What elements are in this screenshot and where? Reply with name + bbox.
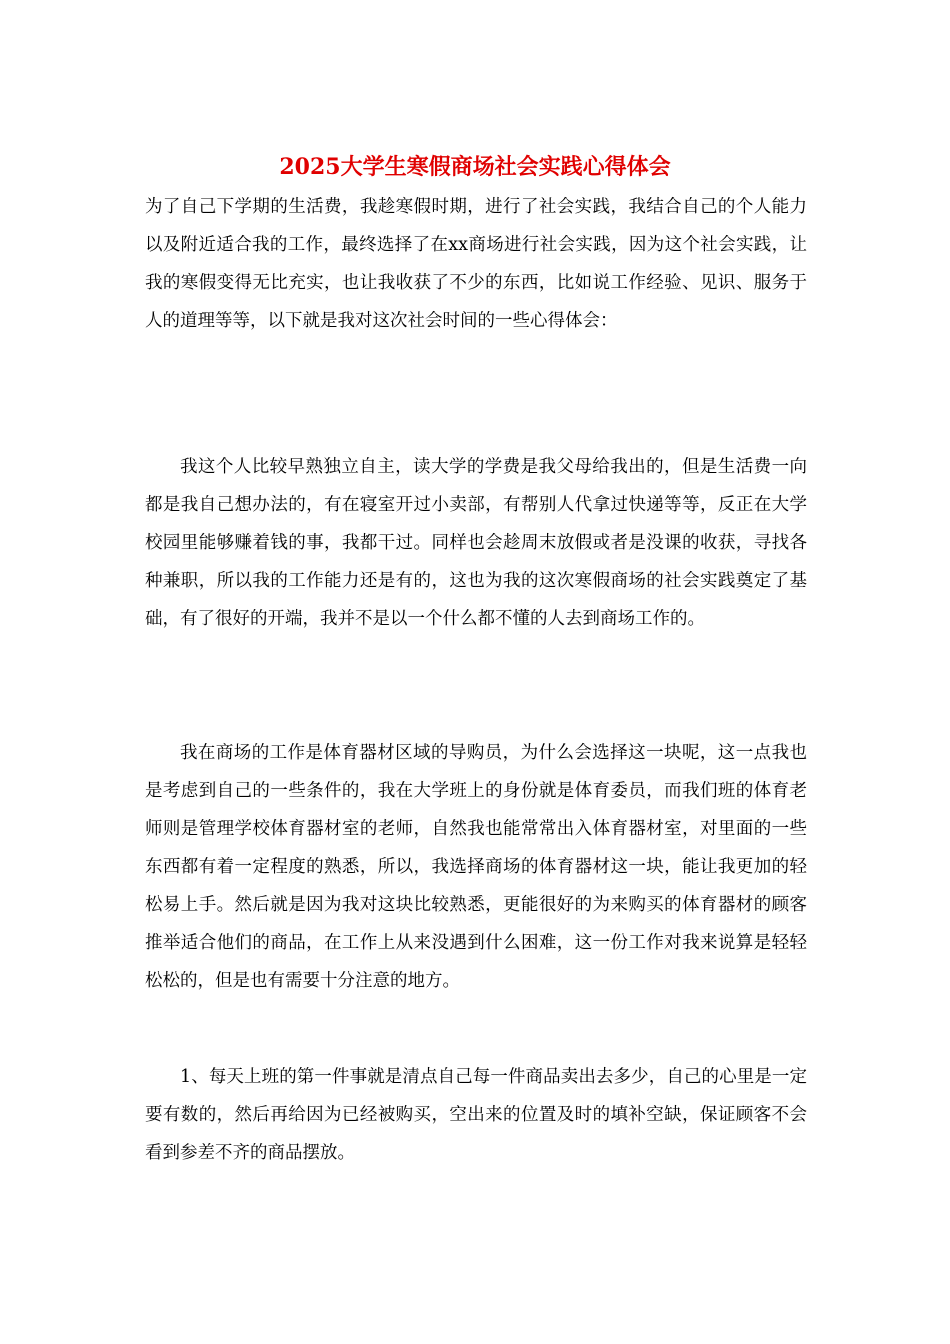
paragraph-background: 我这个人比较早熟独立自主，读大学的学费是我父母给我出的，但是生活费一向都是我自己想办法的，有在寝室开过小卖部，有帮别人代拿过快递等等，反正在大学校园里能够赚着钱的事，我都干过。同样也会趁周末放假或者是没课的收获，寻找各种兼职，所以我的工作能力还是有的，这也为我的这次寒假商场的社会实践奠定了基础，有了很好的开端，我并不是以一个什么都不懂的人去到商场工作的。 (145, 457, 807, 629)
paragraph-point-1: 1、每天上班的第一件事就是清点自己每一件商品卖出去多少，自己的心里是一定要有数的，然后再给因为已经被购买，空出来的位置及时的填补空缺，保证顾客不会看到参差不齐的商品摆放。 (145, 1067, 807, 1163)
paragraph-job-description: 我在商场的工作是体育器材区域的导购员，为什么会选择这一块呢，这一点我也是考虑到自己的一些条件的，我在大学班上的身份就是体育委员，而我们班的体育老师则是管理学校体育器材室的老师，自然我也能常常出入体育器材室，对里面的一些东西都有着一定程度的熟悉，所以，我选择商场的体育器材这一块，能让我更加的轻松易上手。然后就是因为我对这块比较熟悉，更能很好的为来购买的体育器材的顾客推举适合他们的商品，在工作上从来没遇到什么困难，这一份工作对我来说算是轻轻松松的，但是也有需要十分注意的地方。 (145, 743, 807, 991)
paragraph-intro: 为了自己下学期的生活费，我趁寒假时期，进行了社会实践，我结合自己的个人能力以及附近适合我的工作，最终选择了在xx商场进行社会实践，因为这个社会实践，让我的寒假变得无比充实，也让我收获了不少的东西，比如说工作经验、见识、服务于人的道理等等，以下就是我对这次社会时间的一些心得体会： (145, 197, 807, 331)
document-title: 2025大学生寒假商场社会实践心得体会 (279, 154, 671, 180)
